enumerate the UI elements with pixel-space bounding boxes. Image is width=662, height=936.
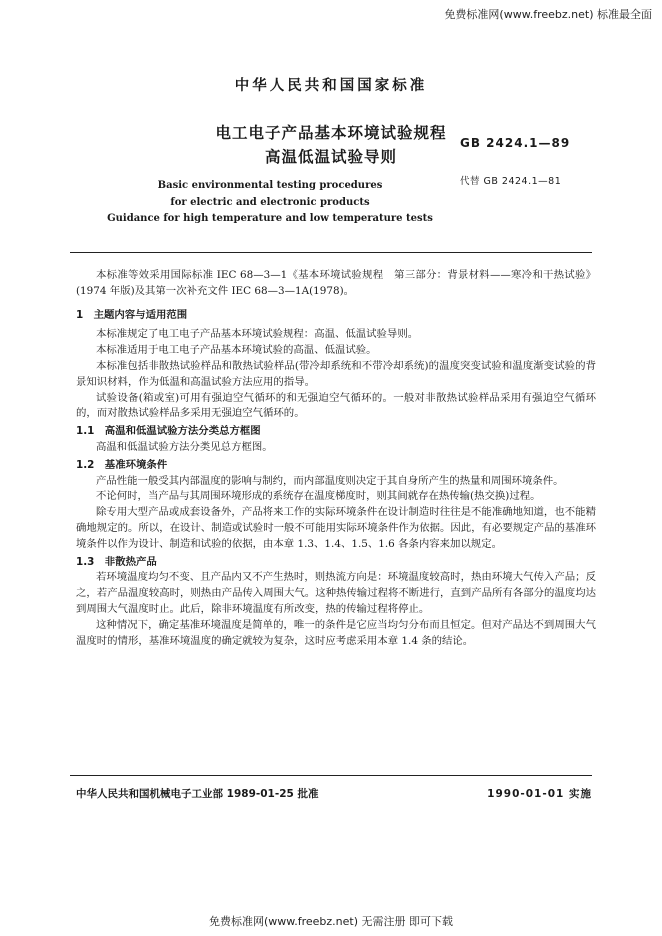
section-1-2-paragraph: 产品性能一般受其内部温度的影响与制约，而内部温度则决定于其自身所产生的热量和周围环境条件。 [96,474,564,487]
approval-line: 中华人民共和国机械电子工业部 1989-01-25 批准 [76,788,319,800]
title-en-line-3: Guidance for high temperature and low temperature tests [107,213,433,224]
section-1-heading: 1 主题内容与适用范围 [76,308,188,321]
implementation-date: 1990-01-01 实施 [487,788,592,800]
title-cn-line-1: 电工电子产品基本环境试验规程 [215,124,447,142]
section-1-paragraph: 本标准规定了电工电子产品基本环境试验规程：高温、低温试验导则。 [96,328,419,341]
section-1-1-heading: 1.1 高温和低温试验方法分类总方框图 [76,425,261,438]
section-1-2-paragraph: 除专用大型产品或成套设备外，产品将来工作的实际环境条件在设计制造时往往是不能准确地知道，也不能精确地规定的。所以，在设计、制造或试验时一般不可能用实际环境条件作为依据。因此，有必要规定产品的基准环境条件以作为设计、制造和试验的依据，由本章 1.3、1.4、1.5、1.6 各条内容来加以规定。 [76,506,596,550]
replaces-standard: 代替 GB 2424.1—81 [460,176,562,187]
title-en-line-1: Basic environmental testing procedures [157,180,383,191]
standard-number: GB 2424.1—89 [460,136,571,150]
section-1-1-paragraph: 高温和低温试验方法分类见总方框图。 [96,440,273,453]
section-1-paragraph: 本标准适用于电工电子产品基本环境试验的高温、低温试验。 [96,344,377,357]
footer-divider [70,775,592,776]
bottom-banner: 免费标准网(www.freebz.net) 无需注册 即可下载 [208,915,454,928]
section-1-3-paragraph: 这种情况下，确定基准环境温度是简单的，唯一的条件是它应当均匀分布而且恒定。但对产品达不到周围大气温度时的情形，基准环境温度的确定就较为复杂，这时应考虑采用本章 1.4 条的结论。 [76,618,596,647]
title-cn-line-2: 高温低温试验导则 [264,148,397,166]
section-1-3-heading: 1.3 非散热产品 [76,555,157,568]
section-1-paragraph: 本标准包括非散热试验样品和散热试验样品(带冷却系统和不带冷却系统)的温度突变试验和温度渐变试验的背景知识材料，作为低温和高温试验方法应用的指导。 [76,359,596,388]
header-divider [70,252,592,253]
section-1-2-paragraph: 不论何时，当产品与其周围环境形成的系统存在温度梯度时，则其间就存在热传输(热交换)过程。 [96,490,541,503]
section-1-paragraph: 试验设备(箱或室)可用有强迫空气循环的和无强迫空气循环的。一般对非散热试验样品采用有强迫空气循环的，而对散热试验样品多采用无强迫空气循环的。 [76,391,596,420]
top-banner: 免费标准网(www.freebz.net) 标准最全面 [444,8,652,21]
document-body [76,268,596,649]
section-1-2-heading: 1.2 基准环境条件 [76,458,168,471]
country-standard-title: 中华人民共和国国家标准 [234,78,428,94]
intro-paragraph: 本标准等效采用国际标准 IEC 68—3—1《基本环境试验规程 第三部分：背景材料——寒冷和干热试验》(1974 年版)及其第一次补充文件 IEC 68—3—1A(1978)。 [76,269,596,297]
title-en-line-2: for electric and electronic products [170,197,370,208]
section-1-3-paragraph: 若环境温度均匀不变、且产品内又不产生热时，则热流方向是：环境温度较高时，热由环境大气传入产品；反之，若产品温度较高时，则热由产品传入周围大气。这种热传输过程将不断进行，直到产品所有各部分的温度均达到周围大气温度时止。此后，除非环境温度有所改变，热的传输过程将停止。 [76,571,596,615]
